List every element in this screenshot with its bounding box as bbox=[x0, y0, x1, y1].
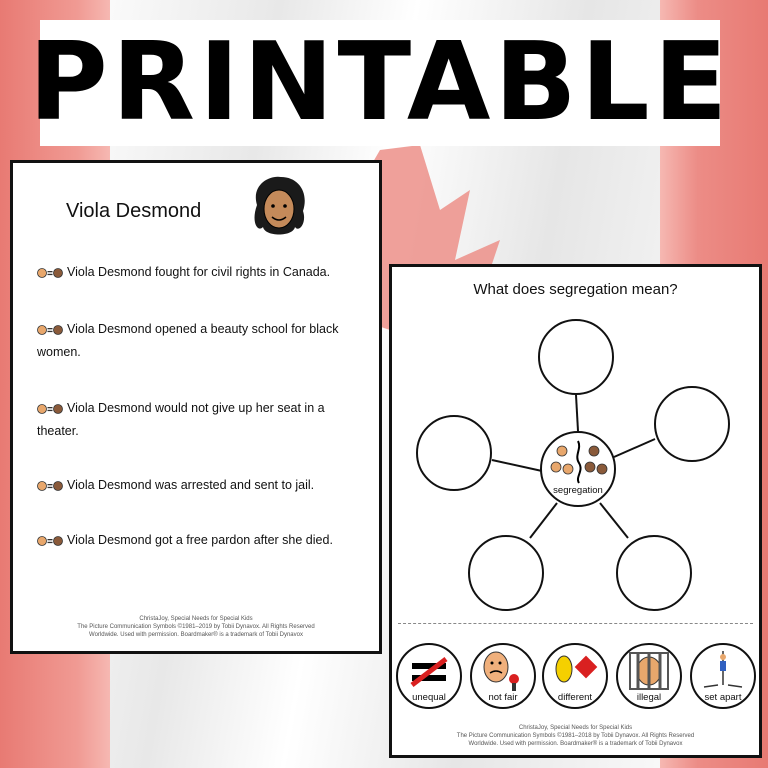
worksheet-page-viola-desmond bbox=[10, 160, 382, 654]
answer-circle[interactable] bbox=[468, 535, 544, 611]
word-label: not fair bbox=[488, 692, 518, 703]
people-equal-icon bbox=[37, 324, 63, 336]
people-equal-icon bbox=[37, 480, 63, 492]
credit-line: Worldwide. Used with permission. Boardmaker® is a trademark of Tobii Dynavox bbox=[468, 741, 683, 747]
people-equal-icon bbox=[37, 403, 63, 415]
word-card-unequal[interactable] bbox=[396, 643, 462, 709]
printable-banner bbox=[28, 20, 732, 146]
fact-item bbox=[37, 529, 367, 552]
worksheet-page-segregation bbox=[389, 264, 762, 758]
cut-line bbox=[398, 623, 753, 624]
people-equal-icon bbox=[37, 267, 63, 279]
credit-line: ChristaJoy, Special Needs for Special Kids bbox=[518, 725, 633, 731]
fact-text: Viola Desmond got a free pardon after she died. bbox=[67, 533, 333, 547]
fact-item bbox=[37, 474, 367, 497]
answer-circle[interactable] bbox=[616, 535, 692, 611]
word-label: set apart bbox=[704, 692, 742, 703]
fact-text: Viola Desmond fought for civil rights in Canada. bbox=[67, 265, 331, 279]
people-equal-icon bbox=[37, 535, 63, 547]
fact-text: Viola Desmond opened a beauty school for black women. bbox=[37, 322, 339, 359]
word-card-set-apart[interactable] bbox=[690, 643, 756, 709]
fact-item bbox=[37, 318, 367, 364]
viola-portrait-icon bbox=[249, 175, 309, 241]
word-label: illegal bbox=[636, 692, 662, 703]
center-label: segregation bbox=[553, 485, 603, 496]
word-label: unequal bbox=[412, 692, 446, 703]
fact-text: Viola Desmond was arrested and sent to jail. bbox=[67, 478, 315, 492]
word-card-different[interactable] bbox=[542, 643, 608, 709]
fact-item bbox=[37, 261, 367, 284]
credit-line: The Picture Communication Symbols ©1981–2019 by Tobii Dynavox. All Rights Reserved bbox=[77, 624, 315, 630]
answer-circle[interactable] bbox=[416, 415, 492, 491]
credit-line: Worldwide. Used with permission. Boardmaker® is a trademark of Tobii Dynavox bbox=[89, 632, 303, 638]
word-label: different bbox=[557, 692, 593, 703]
banner-title: PRINTABLE bbox=[28, 20, 732, 145]
fact-item bbox=[37, 397, 367, 443]
credit-line: ChristaJoy, Special Needs for Special Kids bbox=[139, 616, 253, 622]
page-title: Viola Desmond bbox=[66, 200, 202, 222]
page-title: What does segregation mean? bbox=[473, 281, 678, 298]
answer-circle[interactable] bbox=[538, 319, 614, 395]
word-card-not-fair[interactable] bbox=[470, 643, 536, 709]
center-concept-circle bbox=[540, 431, 616, 507]
answer-circle[interactable] bbox=[654, 386, 730, 462]
word-card-illegal[interactable] bbox=[616, 643, 682, 709]
segregation-icon bbox=[548, 439, 610, 485]
credit-line: The Picture Communication Symbols ©1981–2018 by Tobii Dynavox. All Rights Reserved bbox=[456, 733, 695, 739]
fact-text: Viola Desmond would not give up her seat in a theater. bbox=[37, 401, 325, 438]
